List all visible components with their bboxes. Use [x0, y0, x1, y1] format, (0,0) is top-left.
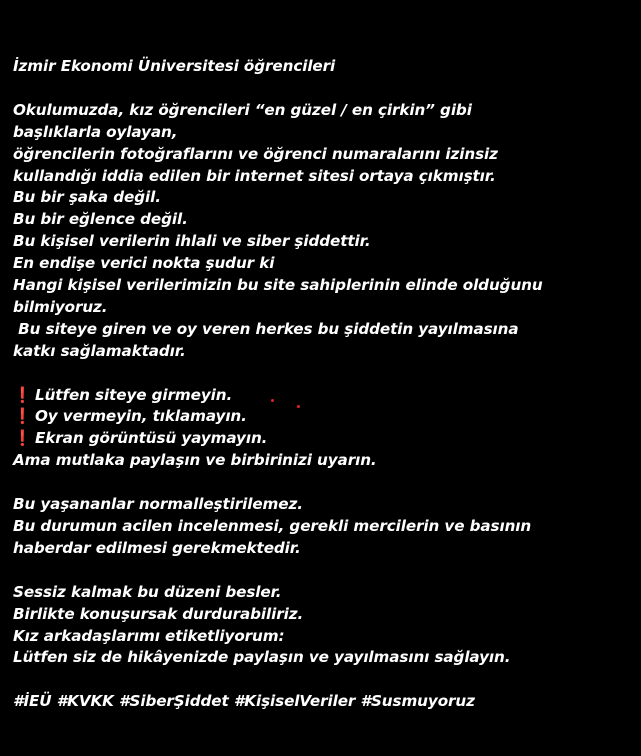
warning-item [13, 385, 633, 407]
decorative-dot [271, 399, 274, 402]
red-exclamation-icon: ❗ [13, 429, 32, 448]
text-line: Lütfen siz de hikâyenizde paylaşın ve yayılmasını sağlayın. [13, 648, 511, 667]
decorative-dot [297, 405, 300, 408]
text-line: Bu durumun acilen incelenmesi, gerekli mercilerin ve basının [13, 516, 532, 535]
spacer [13, 669, 633, 691]
spacer [13, 560, 633, 582]
text-line: kullandığı iddia edilen bir internet sitesi ortaya çıkmıştır. [13, 166, 496, 185]
hashtags: #İEÜ #KVKK #SiberŞiddet #KişiselVeriler #Susmuyoruz [13, 692, 475, 711]
warning-item [13, 428, 633, 450]
text-line: başlıklarla oylayan, [13, 122, 178, 141]
warning-item [13, 406, 633, 428]
story-text [13, 56, 633, 713]
warning-list [13, 385, 633, 473]
warning-text: Oy vermeyin, tıklamayın. [35, 407, 247, 426]
red-exclamation-icon: ❗ [13, 407, 32, 426]
text-line: Sessiz kalmak bu düzeni besler. [13, 582, 282, 601]
text-line: Kız arkadaşlarımı etiketliyorum: [13, 626, 285, 645]
text-line: bilmiyoruz. [13, 297, 108, 316]
text-line: Bu bir şaka değil. [13, 188, 161, 207]
paragraph-normalize [13, 494, 633, 560]
red-exclamation-icon: ❗ [13, 385, 32, 404]
text-line: Bu siteye giren ve oy veren herkes bu şiddetin yayılmasına [13, 319, 519, 338]
text-line: Okulumuzda, kız öğrencileri “en güzel / en çirkin” gibi [13, 100, 472, 119]
spacer [13, 78, 633, 100]
heading: İzmir Ekonomi Üniversitesi öğrencileri [13, 57, 336, 75]
text-line: Bu yaşananlar normalleştirilemez. [13, 495, 303, 514]
warning-text: Ekran görüntüsü yaymayın. [35, 429, 268, 448]
paragraph-intro [13, 100, 633, 363]
text-line: Birlikte konuşursak durdurabiliriz. [13, 604, 304, 623]
text-line: Hangi kişisel verilerimizin bu site sahiplerinin elinde olduğunu [13, 276, 543, 295]
text-line: öğrencilerin fotoğraflarını ve öğrenci numaralarını izinsiz [13, 144, 498, 163]
spacer [13, 472, 633, 494]
text-line: katkı sağlamaktadır. [13, 341, 186, 360]
warning-text: Lütfen siteye girmeyin. [35, 385, 233, 404]
text-line: haberdar edilmesi gerekmektedir. [13, 538, 301, 557]
text-line: En endişe verici nokta şudur ki [13, 254, 275, 273]
paragraph-call-to-action [13, 582, 633, 670]
text-line: Bu bir eğlence değil. [13, 210, 188, 229]
text-line: Bu kişisel verilerin ihlali ve siber şiddettir. [13, 232, 371, 251]
warning-closing: Ama mutlaka paylaşın ve birbirinizi uyarın. [13, 451, 377, 470]
spacer [13, 363, 633, 385]
